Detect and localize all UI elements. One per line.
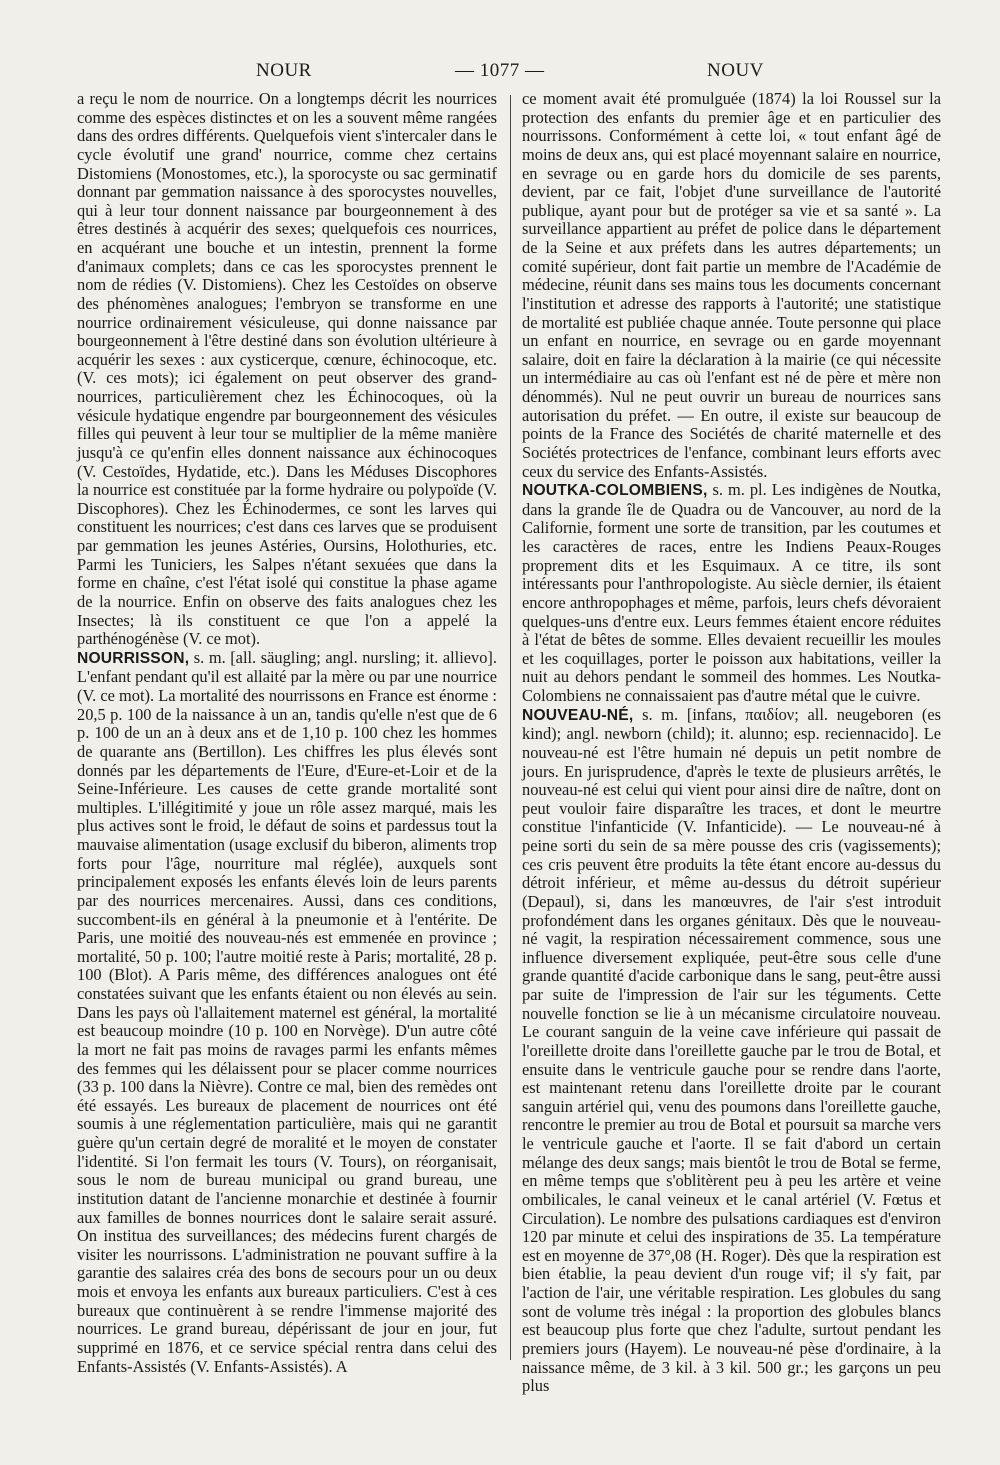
entry-text: s. m. [all. säugling; angl. nursling; it. allievo]. L'enfant pendant qu'il est allaité par la mère ou par une nourrice (V. ce mot). La mortalité des nourrissons en France est énorme : 20,5 p. 100 de la naissance à un an, tandis qu'elle n'est que de 6 p. 100 de un an à deux ans et de 1,10 p. 100 chez les hommes de quarante ans (Bertillon). Les chiffres les plus élevés sont donnés par les départements de l'Eure, d'Eure-et-Loir et de la Seine-Inférieure. Les causes de cette grande mortalité sont multiples. L'illégitimité y joue un rôle assez marqué, mais les plus actives sont le froid, le défaut de soins et pardessus tout la mauvaise alimentation (usage exclusif du biberon, aliments trop forts pour l'âge, nourriture mal réglée), auxquels sont principalement exposés les enfants élevés loin de leurs parents par des nourrices mercenaires. Aussi, dans ces conditions, succombent-ils en général à la pneumonie et à l'entérite. De Paris, une moitié des nouveau-nés est emmenée en province ; mortalité, 50 p. 100; l'autre moitié reste à Paris; mortalité, 28 p. 100 (Blot). A Paris même, des différences analogues ont été constatées suivant que les enfants étaient ou non élevés au sein. Dans les pays où l'allaitement maternel est général, la mortalité est beaucoup moindre (10 p. 100 en Norvège). D'un autre côté la mort ne fait pas moins de ravages parmi les enfants mêmes des femmes qui les délaissent pour se placer comme nourrices (33 p. 100 dans la Nièvre). Contre ce mal, bien des remèdes ont été essayés. Les bureaux de placement de nourrices ont été soumis à une réglementation particulière, mais qui ne garantit guère qu'un certain degré de moralité et le moyen de constater l'identité. Si l'on fermait les tours (V. Tours), on réorganisait, sous le nom de bureau municipal ou grand bureau, une institution datant de l'ancienne monarchie et destinée à fournir aux familles de bonnes nourrices dont le salaire serait assuré. On institua des surveillances; des médecins furent chargés de visiter les nourrissons. L'administration ne pouvant suffire à la garantie des salaires créa des bons de secours pour un ou deux mois et envoya les enfants aux bureaux particuliers. C'est à ces bureaux que continuèrent à se rendre l'immense majorité des nourrices. Le grand bureau, dépérissant de jour en jour, fut supprimé en 1876, et ce service spécial rentra dans celui des Enfants-Assistés (V. Enfants-Assistés). A [77,647,497,1376]
entry-headword: NOUTKA-COLOMBIENS, [522,482,708,500]
header-guide-word-right: NOUV [707,60,764,81]
page-number: — 1077 — [455,60,545,81]
entry-nourrice-continued [77,90,497,649]
entry-noutka-colombiens [522,481,941,706]
entry-text: s. m. pl. Les indigènes de Noutka, dans la grande île de Quadra ou de Vancouver, au nord de la Californie, forment une sorte de transition, par les coutumes et les caractères de races, entre les Indiens Peaux-Rouges proprement dits et les Esquimaux. A ce titre, ils sont intéressants pour l'anthropologiste. Au siècle dernier, ils étaient encore anthropophages et même, parfois, leurs chefs dévoraient quelques-uns d'entre eux. Leurs femmes étaient encore réduites à l'état de bêtes de somme. Elles devaient recueillir les moules et les coquillages, porter le poisson aux habitations, veiller la nuit au dehors pendant le sommeil des hommes. Les Noutka-Colombiens ne connaissaient pas d'autre métal que le cuivre. [522,480,941,705]
entry-headword: NOURRISSON, [77,649,190,667]
right-column [522,90,941,1396]
running-head [0,60,1000,86]
entry-headword: NOUVEAU-NÉ, [522,706,634,724]
entry-text: a reçu le nom de nourrice. On a longtemps décrit les nourrices comme des espèces distinctes et on les a souvent même rangées dans des ordres différents. Quelquefois vient s'intercaler dans le cycle évolutif une grand' nourrice, comme chez certains Distomiens (Monostomes, etc.), la sporocyste ou sac germinatif donnant par gemmation naissance à des sporocystes nouvelles, qui à leur tour donnent naissance par bourgeonnement à des êtres destinés à acquérir des sexes; quelquefois ces nourrices, en acquérant une bouche et un intestin, prennent la forme d'animaux complets; dans ce cas les sporocystes prennent le nom de rédies (V. Distomiens). Chez les Cestoïdes on observe des phénomènes analogues; l'embryon se transforme en une nourrice ordinairement vésiculeuse, qui donne naissance par bourgeonnement à l'être destiné dans son évolution ultérieure à acquérir les sexes : aux cysticerque, cœnure, échinocoque, etc. (V. ces mots); ici également on peut observer des grand-nourrices, particulièrement chez les Échinocoques, où la vésicule hydatique engendre par bourgeonnement des vésicules filles qui peuvent à leur tour se multiplier de la même manière jusqu'à ce qu'enfin elles donnent naissance aux échinocoques (V. Cestoïdes, Hydatide, etc.). Dans les Méduses Discophores la nourrice est constituée par la forme hydraire ou polypoïde (V. Discophores). Chez les Échinodermes, ce sont les larves qui constituent les nourrices; c'est dans ces larves que se produisent par gemmation les jeunes Astéries, Oursins, Holothuries, etc. Parmi les Tuniciers, les Salpes n'étant sexuées que dans la forme en chaîne, c'est l'état isolé qui constitue la phase agame de la nourrice. Enfin on observe des faits analogues chez les Insectes; là ils constituent ce que l'on a appelé la parthénogénèse (V. ce mot). [77,89,497,649]
header-guide-word-left: NOUR [256,60,312,81]
entry-nouveau-ne [522,706,941,1396]
left-column [77,90,497,1376]
entry-nourrisson-continued [522,90,941,481]
entry-text: s. m. [infans, παιδίον; all. neugeboren (es kind); angl. newborn (child); it. alunno; esp. reciennacido]. Le nouveau-né est l'être humain né depuis un petit nombre de jours. En jurisprudence, d'après le texte de plusieurs arrêtés, le nouveau-né est celui qui vient pour ainsi dire de naître, dont on peut vouloir faire disparaître les traces, et dont le meurtre constitue l'infanticide (V. Infanticide). — Le nouveau-né à peine sorti du sein de sa mère pousse des cris (vagissements); ces cris peuvent être produits la tête étant encore au-dessus du détroit inférieur, et même au-dessus du détroit supérieur (Depaul), si, dans les manœuvres, de l'air s'est introduit profondément dans les organes génitaux. Dès que le nouveau-né vagit, la respiration nécessairement commence, sous une influence diversement expliquée, peut-être sous celle d'une grande quantité d'acide carbonique dans le sang, peut-être aussi par suite de l'impression de l'air sur les téguments. Cette nouvelle fonction se lie à un mécanisme circulatoire nouveau. Le courant sanguin de la veine cave inférieure qui passait de l'oreillette droite dans l'oreillette gauche par le trou de Botal, et ensuite dans le ventricule gauche pour se rendre dans l'aorte, est maintenant retenu dans l'oreillette droite par le courant sanguin artériel qui, venu des poumons dans l'oreillette gauche, rencontre le premier au trou de Botal et poursuit sa marche vers le ventricule gauche et l'aorte. Il se fait d'abord un certain mélange des deux sangs; mais bientôt le trou de Botal se ferme, en même temps que s'oblitèrent peu à peu les artère et veine ombilicales, le canal veineux et le canal artériel (V. Fœtus et Circulation). Le nombre des pulsations cardiaques est d'environ 120 par minute et celui des inspirations de 35. La température est en moyenne de 37°,08 (H. Roger). Dès que la respiration est bien établie, la peau devient d'un rouge vif; il s'y fait, par l'action de l'air, une véritable respiration. Les globules du sang sont de volume très inégal : la proportion des globules blancs est beaucoup plus forte que chez l'adulte, surtout pendant les premiers jours (Hayem). Le nouveau-né pèse d'ordinaire, à la naissance même, de 3 kil. à 3 kil. 500 gr.; les garçons un peu plus [522,704,941,1396]
entry-text: ce moment avait été promulguée (1874) la loi Roussel sur la protection des enfants du premier âge et en particulier des nourrissons. Conformément à cette loi, « tout enfant âgé de moins de deux ans, qui est placé moyennant salaire en nourrice, en sevrage ou en garde hors du domicile de ses parents, devient, par ce fait, l'objet d'une surveillance de l'autorité publique, ayant pour but de protéger sa vie et sa santé ». La surveillance appartient au préfet de police dans le département de la Seine et aux préfets dans les autres départements; un comité supérieur, dont fait partie un membre de l'Académie de médecine, réunit dans ses mains tous les documents concernant l'institution et adresse des rapports à l'autorité; une statistique de mortalité est publiée chaque année. Toute personne qui place un enfant en nourrice, en sevrage ou en garde moyennant salaire, doit en faire la déclaration à la mairie (ce qui nécessite un intermédiaire au cas où l'enfant est né de père et mère non dénommés). Nul ne peut ouvrir un bureau de nourrices sans autorisation du préfet. — En outre, il existe sur beaucoup de points de la France des Sociétés de charité maternelle et des Sociétés protectrices de l'enfance, combinant leurs efforts avec ceux du service des Enfants-Assistés. [522,89,941,481]
entry-nourrisson [77,649,497,1376]
column-divider [510,95,511,1360]
